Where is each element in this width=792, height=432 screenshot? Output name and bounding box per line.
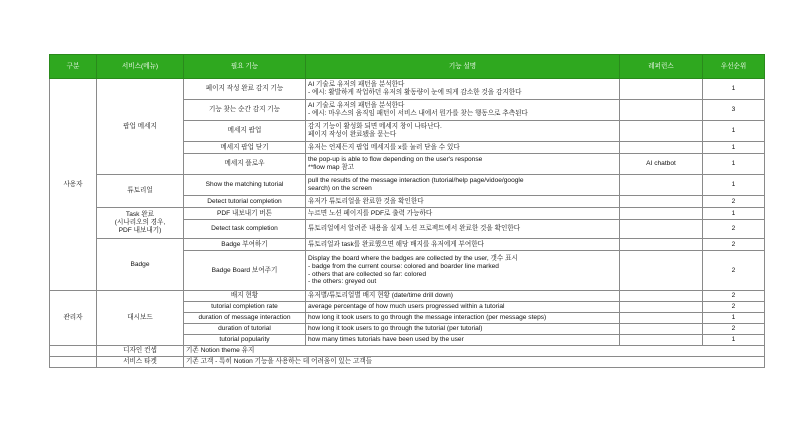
reference-cell: AI chatbot bbox=[620, 154, 703, 175]
priority-cell: 1 bbox=[703, 142, 765, 154]
priority-cell: 1 bbox=[703, 79, 765, 100]
function-cell: Detect tutorial completion bbox=[184, 196, 306, 208]
function-cell: duration of message interaction bbox=[184, 313, 306, 324]
reference-cell bbox=[620, 175, 703, 196]
service-task: Task 완료 (시나리오의 경우, PDF 내보내기) bbox=[97, 208, 184, 239]
description-cell: Display the board where the badges are collected by the user, 갯수 표시 - badge from the current course: colored and boarder line marked - others that are collected so far: colored - the others: greyed out bbox=[306, 251, 620, 291]
service-badge: Badge bbox=[97, 239, 184, 291]
reference-cell bbox=[620, 291, 703, 302]
reference-cell bbox=[620, 196, 703, 208]
priority-cell: 1 bbox=[703, 313, 765, 324]
service-target-value: 기존 고객 - 특히 Notion 기능을 사용하는 데 어려움이 있는 고객들 bbox=[184, 357, 765, 368]
empty-cell bbox=[50, 346, 97, 357]
requirements-table bbox=[49, 54, 765, 368]
description-cell: AI 기술로 유저의 패턴을 분석한다 - 예시: 활발하게 작업하던 유저의 활동량이 눈에 띄게 감소한 것을 감지한다 bbox=[306, 79, 620, 100]
header-function: 필요 기능 bbox=[184, 55, 306, 79]
reference-cell bbox=[620, 79, 703, 100]
description-cell: 튜토리얼에서 알려준 내용을 실제 노션 프로젝트에서 완료한 것을 확인한다 bbox=[306, 220, 620, 239]
reference-cell bbox=[620, 324, 703, 335]
description-cell: how long it took users to go through the tutorial (per tutorial) bbox=[306, 324, 620, 335]
reference-cell bbox=[620, 121, 703, 142]
function-cell: 메세지 팝업 닫기 bbox=[184, 142, 306, 154]
description-cell: 유저별/튜토리얼별 배지 현황 (date/time drill down) bbox=[306, 291, 620, 302]
function-cell: Show the matching tutorial bbox=[184, 175, 306, 196]
header-row bbox=[50, 55, 765, 79]
header-division: 구분 bbox=[50, 55, 97, 79]
reference-cell bbox=[620, 335, 703, 346]
header-priority: 우선순위 bbox=[703, 55, 765, 79]
description-cell: 감지 기능이 활성화 되면 메세지 창이 나타난다. 페이지 작성이 완료됐을 묻는다 bbox=[306, 121, 620, 142]
table-row bbox=[50, 79, 765, 100]
priority-cell: 2 bbox=[703, 291, 765, 302]
priority-cell: 2 bbox=[703, 324, 765, 335]
priority-cell: 1 bbox=[703, 175, 765, 196]
priority-cell: 3 bbox=[703, 100, 765, 121]
reference-cell bbox=[620, 142, 703, 154]
service-tutorial: 튜토리얼 bbox=[97, 175, 184, 208]
function-cell: 기능 찾는 순간 감지 기능 bbox=[184, 100, 306, 121]
description-cell: AI 기술로 유저의 패턴을 분석한다 - 예시: 마우스의 움직임 패턴이 서비스 내에서 뭔가를 찾는 행동으로 추측된다 bbox=[306, 100, 620, 121]
reference-cell bbox=[620, 239, 703, 251]
priority-cell: 2 bbox=[703, 302, 765, 313]
function-cell: Badge Board 보여주기 bbox=[184, 251, 306, 291]
header-description: 기능 설명 bbox=[306, 55, 620, 79]
description-cell: the pop-up is able to flow depending on the user's response **flow map 참고 bbox=[306, 154, 620, 175]
reference-cell bbox=[620, 208, 703, 220]
priority-cell: 1 bbox=[703, 208, 765, 220]
priority-cell: 2 bbox=[703, 196, 765, 208]
priority-cell: 1 bbox=[703, 154, 765, 175]
priority-cell: 1 bbox=[703, 121, 765, 142]
function-cell: 메세지 팝업 bbox=[184, 121, 306, 142]
function-cell: 페이지 작성 완료 감지 기능 bbox=[184, 79, 306, 100]
priority-cell: 1 bbox=[703, 335, 765, 346]
description-cell: 누르면 노션 페이지를 PDF로 출력 가능하다 bbox=[306, 208, 620, 220]
function-cell: Badge 부여하기 bbox=[184, 239, 306, 251]
description-cell: pull the results of the message interaction (tutorial/help page/vidoe/google search) on the screen bbox=[306, 175, 620, 196]
design-concept-row bbox=[50, 346, 765, 357]
function-cell: Detect task completion bbox=[184, 220, 306, 239]
reference-cell bbox=[620, 313, 703, 324]
description-cell: 유저는 언제든지 팝업 메세지를 x를 눌러 닫을 수 있다 bbox=[306, 142, 620, 154]
design-concept-label: 디자인 컨셉 bbox=[97, 346, 184, 357]
empty-cell bbox=[50, 357, 97, 368]
header-reference: 레퍼런스 bbox=[620, 55, 703, 79]
description-cell: 튜토리얼과 task를 완료했으면 해당 배지를 유저에게 부여한다 bbox=[306, 239, 620, 251]
reference-cell bbox=[620, 251, 703, 291]
service-popup: 팝업 메세지 bbox=[97, 79, 184, 175]
description-cell: how many times tutorials have been used by the user bbox=[306, 335, 620, 346]
function-cell: PDF 내보내기 버튼 bbox=[184, 208, 306, 220]
table-row bbox=[50, 239, 765, 251]
header-service: 서비스(메뉴) bbox=[97, 55, 184, 79]
description-cell: how long it took users to go through the message interaction (per message steps) bbox=[306, 313, 620, 324]
function-cell: 배지 현황 bbox=[184, 291, 306, 302]
reference-cell bbox=[620, 100, 703, 121]
function-cell: duration of tutorial bbox=[184, 324, 306, 335]
function-cell: tutorial completion rate bbox=[184, 302, 306, 313]
service-target-row bbox=[50, 357, 765, 368]
description-cell: 유저가 튜토리얼을 완료한 것을 확인한다 bbox=[306, 196, 620, 208]
function-cell: 메세지 플로우 bbox=[184, 154, 306, 175]
reference-cell bbox=[620, 220, 703, 239]
priority-cell: 2 bbox=[703, 220, 765, 239]
function-cell: tutorial popularity bbox=[184, 335, 306, 346]
table-row bbox=[50, 208, 765, 220]
priority-cell: 2 bbox=[703, 239, 765, 251]
table-row bbox=[50, 175, 765, 196]
priority-cell: 2 bbox=[703, 251, 765, 291]
description-cell: average percentage of how much users progressed within a tutorial bbox=[306, 302, 620, 313]
table-row bbox=[50, 291, 765, 302]
group-user: 사용자 bbox=[50, 79, 97, 291]
reference-cell bbox=[620, 302, 703, 313]
service-dashboard: 대시보드 bbox=[97, 291, 184, 346]
service-target-label: 서비스 타겟 bbox=[97, 357, 184, 368]
group-admin: 관리자 bbox=[50, 291, 97, 346]
design-concept-value: 기존 Notion theme 유지 bbox=[184, 346, 765, 357]
